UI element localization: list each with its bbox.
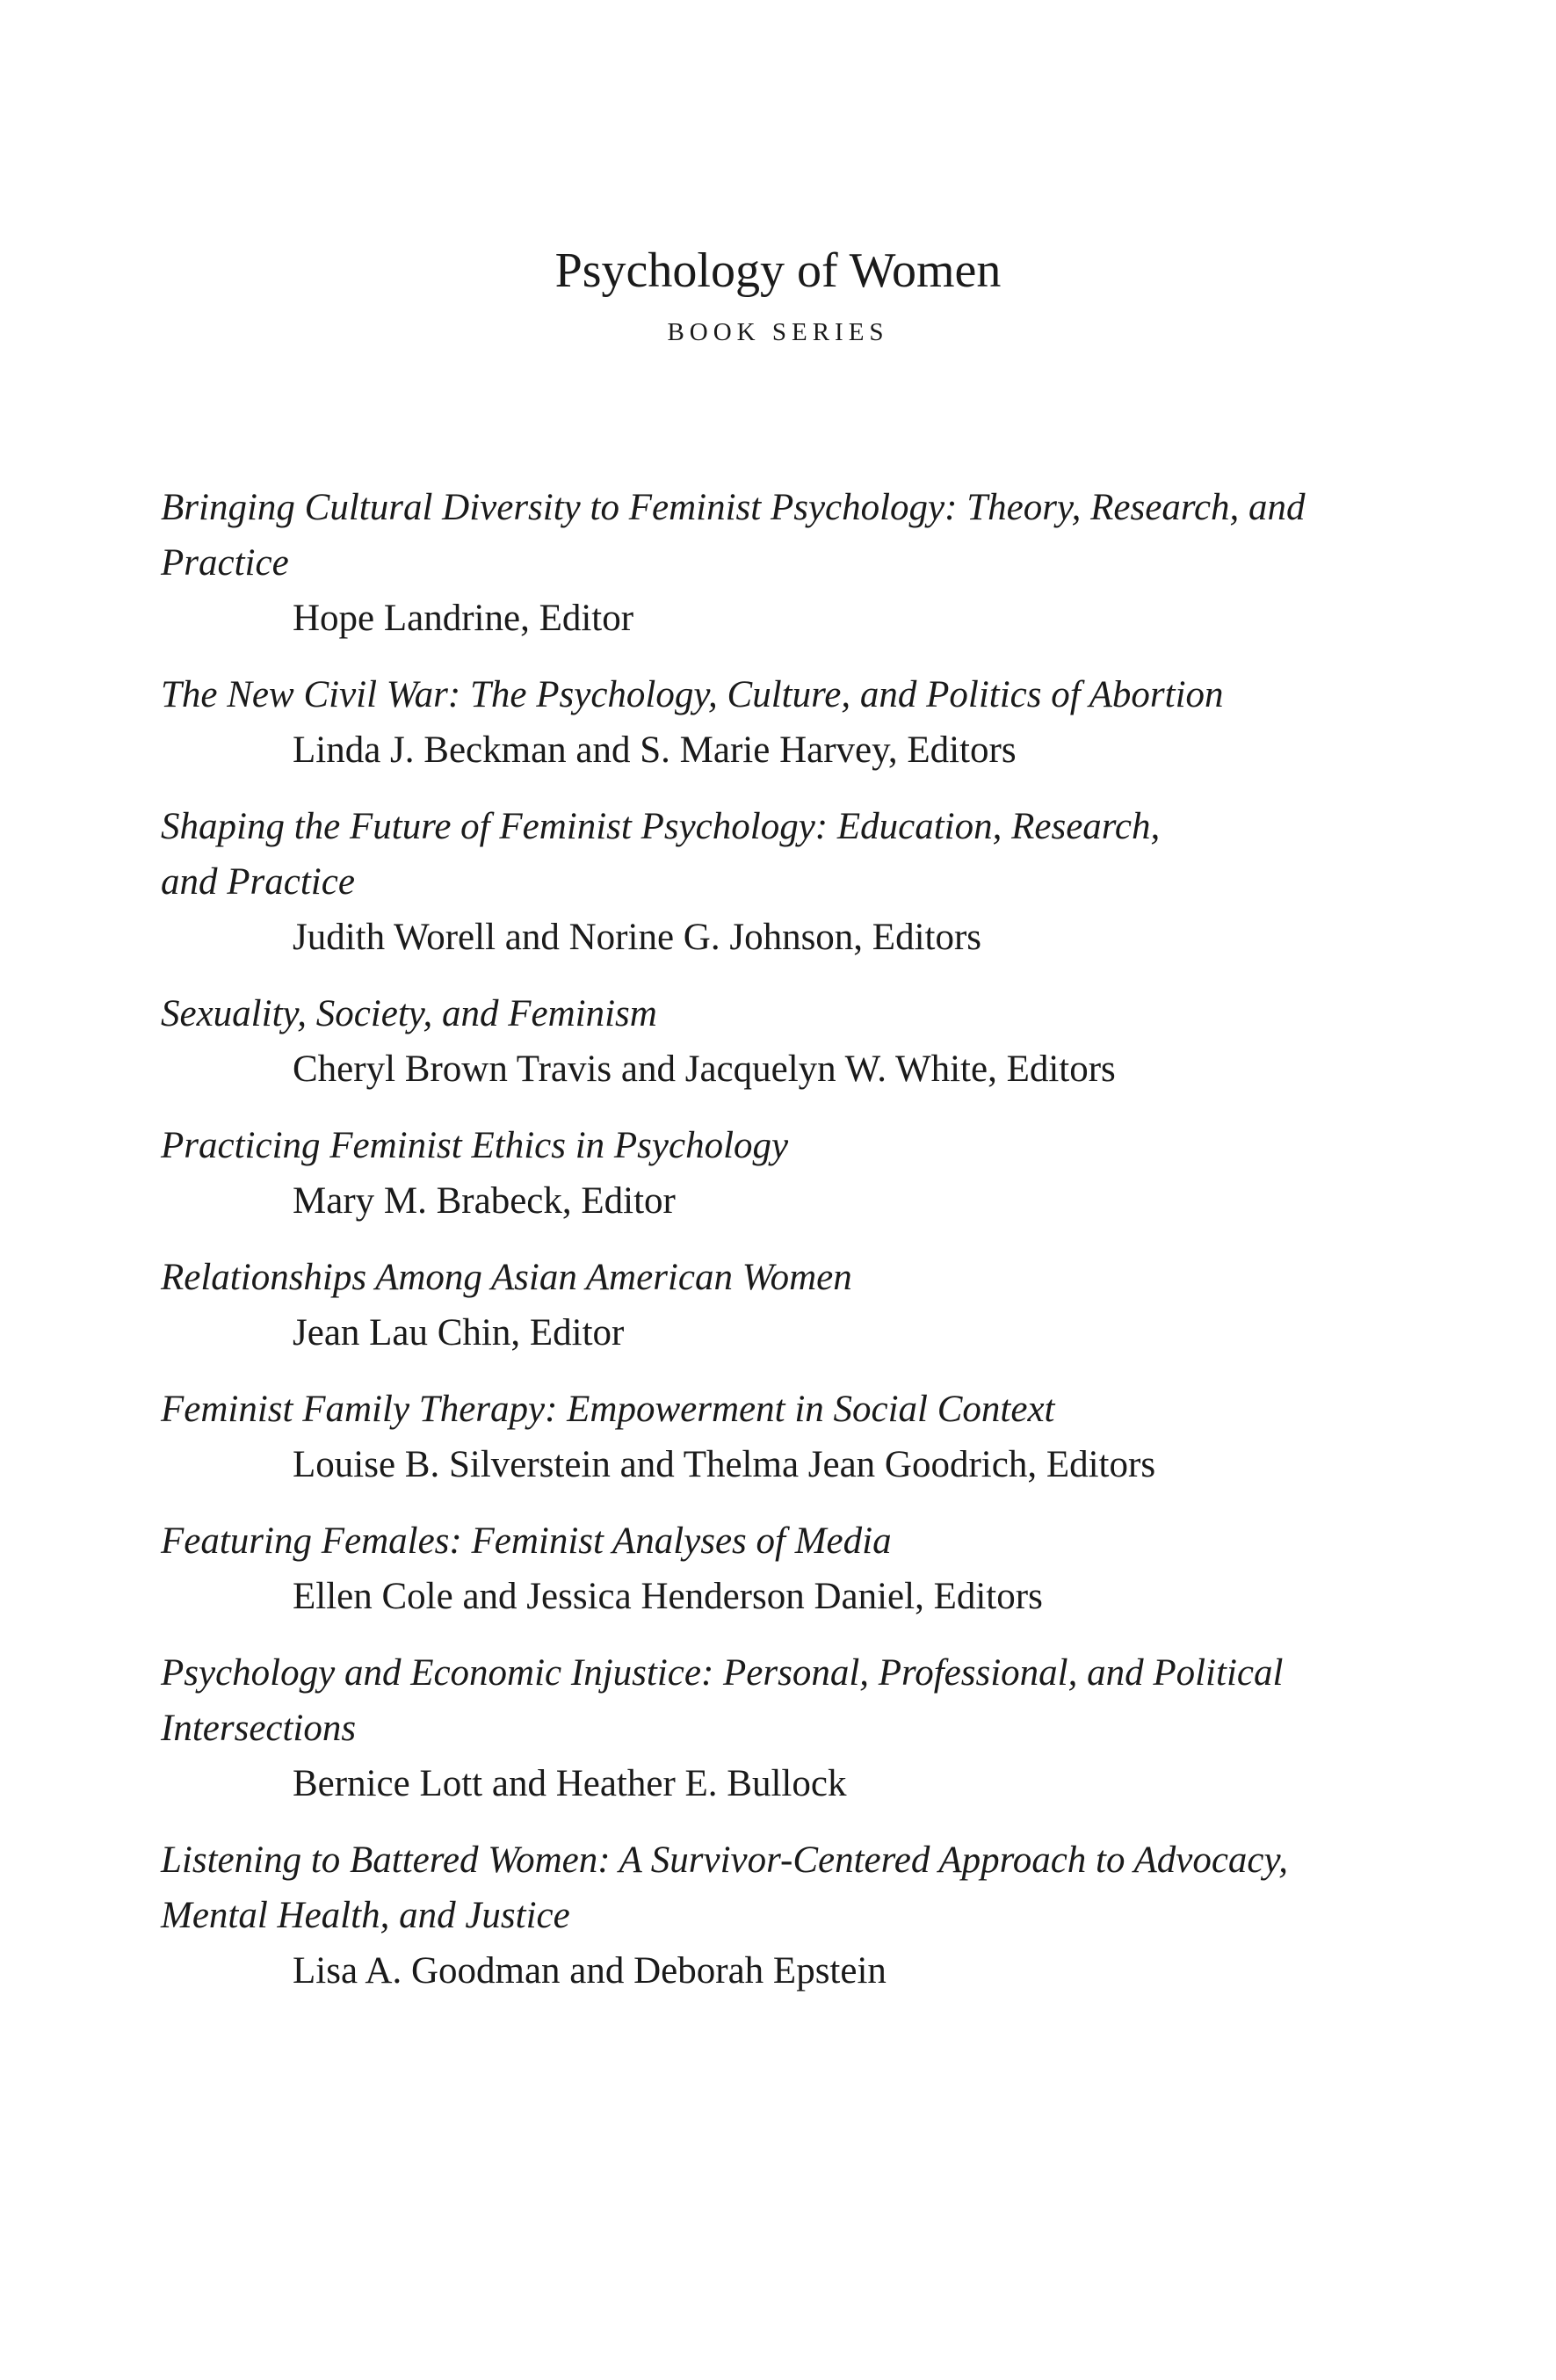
book-entry <box>161 667 1373 778</box>
book-entry <box>161 1250 1373 1361</box>
book-list <box>161 480 1373 2020</box>
book-entry <box>161 986 1373 1097</box>
book-entry <box>161 799 1373 965</box>
book-editors: Lisa A. Goodman and Deborah Epstein <box>293 1950 887 1992</box>
book-title-line: Bringing Cultural Diversity to Feminist Psychology: Theory, Research, and <box>161 487 1306 528</box>
book-entry <box>161 1118 1373 1229</box>
book-title-line: Practicing Feminist Ethics in Psychology <box>161 1125 789 1166</box>
book-editors: Hope Landrine, Editor <box>293 598 634 639</box>
book-title-line: Practice <box>161 542 289 584</box>
book-title-line: The New Civil War: The Psychology, Culture, and Politics of Abortion <box>161 674 1224 715</box>
book-title-line: and Practice <box>161 861 355 903</box>
book-title-line: Feminist Family Therapy: Empowerment in Social Context <box>161 1389 1055 1430</box>
book-editors: Cheryl Brown Travis and Jacquelyn W. White, Editors <box>293 1049 1116 1090</box>
series-header <box>0 239 1556 350</box>
series-title: Psychology of Women <box>554 243 1002 298</box>
book-title-line: Listening to Battered Women: A Survivor-Centered Approach to Advocacy, <box>161 1839 1288 1881</box>
book-editors: Judith Worell and Norine G. Johnson, Editors <box>293 917 982 958</box>
book-editors: Linda J. Beckman and S. Marie Harvey, Editors <box>293 729 1017 771</box>
book-title-line: Featuring Females: Feminist Analyses of Media <box>161 1520 892 1562</box>
book-title-line: Sexuality, Society, and Feminism <box>161 993 657 1034</box>
book-title-line: Psychology and Economic Injustice: Personal, Professional, and Political <box>161 1652 1284 1694</box>
book-entry <box>161 1832 1373 1999</box>
book-title-line: Relationships Among Asian American Women <box>161 1257 852 1298</box>
book-entry <box>161 1382 1373 1492</box>
book-entry <box>161 1513 1373 1624</box>
book-title-line: Intersections <box>161 1708 357 1749</box>
book-editors: Ellen Cole and Jessica Henderson Daniel, Editors <box>293 1576 1043 1617</box>
book-title-line: Mental Health, and Justice <box>161 1895 570 1936</box>
book-title-line: Shaping the Future of Feminist Psychology: Education, Research, <box>161 806 1161 847</box>
book-editors: Mary M. Brabeck, Editor <box>293 1180 676 1222</box>
series-subtitle: BOOK SERIES <box>667 318 889 346</box>
book-editors: Jean Lau Chin, Editor <box>293 1312 625 1353</box>
book-editors: Bernice Lott and Heather E. Bullock <box>293 1763 847 1804</box>
book-editors: Louise B. Silverstein and Thelma Jean Goodrich, Editors <box>293 1444 1156 1485</box>
book-entry <box>161 1645 1373 1811</box>
book-entry <box>161 480 1373 646</box>
